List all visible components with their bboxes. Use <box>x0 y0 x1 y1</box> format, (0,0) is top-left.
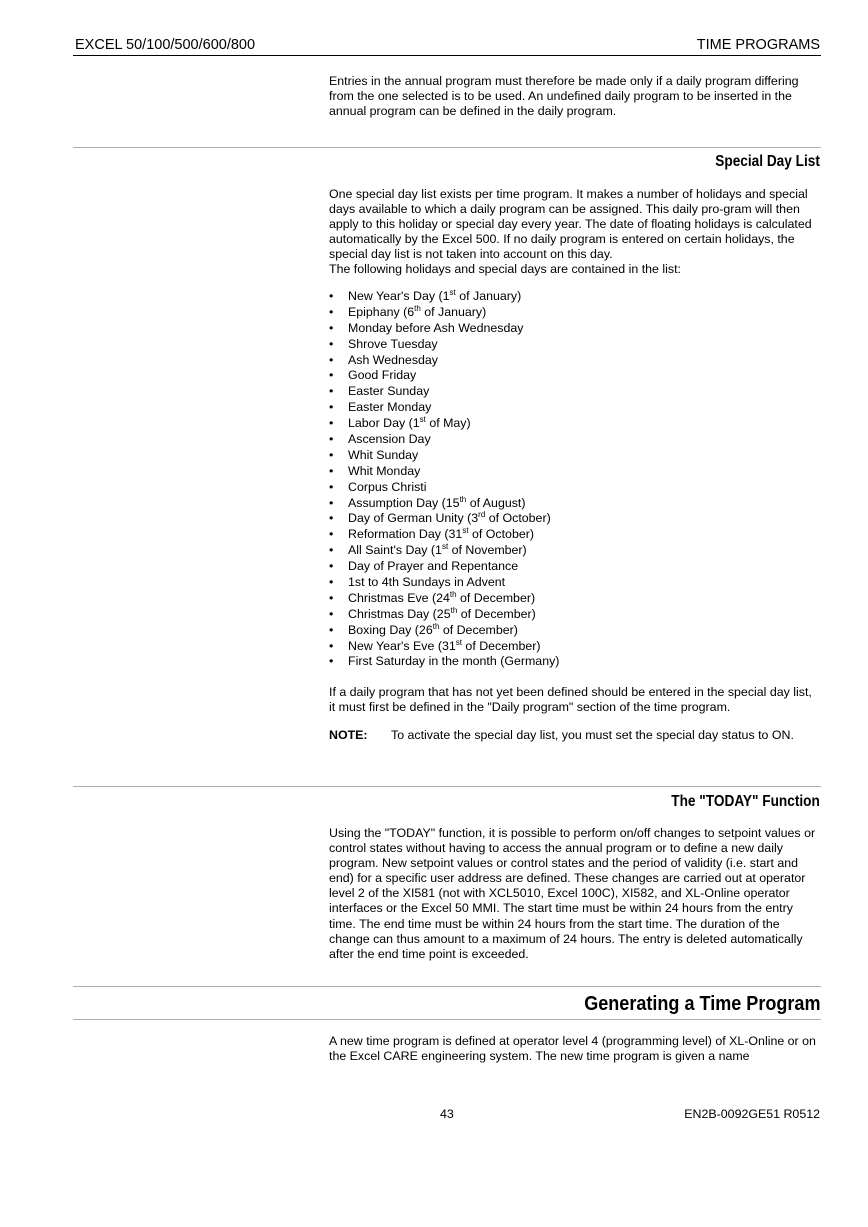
holiday-list-item <box>329 353 821 369</box>
holiday-list-item <box>329 575 821 591</box>
holiday-name: Christmas Day (25 <box>348 606 451 621</box>
holiday-list-item <box>329 591 821 607</box>
bullet-icon: • <box>329 447 334 462</box>
bullet-icon: • <box>329 559 334 574</box>
section-divider <box>73 986 821 987</box>
intro-paragraph <box>329 74 821 119</box>
bullet-icon: • <box>329 590 334 605</box>
holiday-name: Whit Monday <box>348 463 421 478</box>
holiday-list-item <box>329 321 821 337</box>
bullet-icon: • <box>329 511 334 526</box>
holiday-list <box>329 289 821 670</box>
holiday-name: Whit Sunday <box>348 447 419 462</box>
holiday-date-suffix: of December) <box>439 622 518 637</box>
bullet-icon: • <box>329 495 334 510</box>
holiday-list-container <box>329 289 821 670</box>
bullet-icon: • <box>329 432 334 447</box>
bullet-icon: • <box>329 336 334 351</box>
bullet-icon: • <box>329 416 334 431</box>
today-body <box>329 826 821 962</box>
ordinal-suffix: st <box>449 287 456 297</box>
holiday-name: Assumption Day (15 <box>348 495 460 510</box>
intro-text: Entries in the annual program must therefore be made only if a daily program differing from the one selected is to be used. An undefined daily program to be inserted in the annual program can be defined in the daily program. <box>329 74 799 119</box>
bullet-icon: • <box>329 352 334 367</box>
holiday-list-item <box>329 416 821 432</box>
special-day-para3: If a daily program that has not yet been defined should be entered in the special day list, it must first be defined in the "Daily program" section of the time program. <box>329 685 812 715</box>
holiday-date-suffix: of August) <box>466 495 526 510</box>
holiday-date-suffix: of December) <box>461 638 541 653</box>
bullet-icon: • <box>329 575 334 590</box>
holiday-name: Christmas Eve (24 <box>348 590 450 605</box>
ordinal-suffix: st <box>462 526 469 536</box>
holiday-list-item <box>329 543 821 559</box>
bullet-icon: • <box>329 304 334 319</box>
ordinal-suffix: th <box>459 494 467 504</box>
header-right-title: TIME PROGRAMS <box>696 37 820 53</box>
holiday-date-suffix: of January) <box>455 289 522 303</box>
today-para: Using the "TODAY" function, it is possible to perform on/off changes to setpoint values or control states without having to access the annual program or to define a new daily program. New setpoint values or control states and the period of validity (i.e. start and end) for a specific user address are defined. These changes are carried out at operator level 2 of the XI581 (not with XCL5010, Excel 100C), XI582, and XL-Online operator interfaces or the Excel 50 MMI. The start time must be within 24 hours from the entry time. The end time must be within 24 hours from the start time. The duration of the change can thus amount to a maximum of 24 hours. The entry is deleted automatically after the end time point is exceeded. <box>329 826 816 961</box>
holiday-name: Ascension Day <box>348 432 431 447</box>
bullet-icon: • <box>329 368 334 383</box>
holiday-name: First Saturday in the month (Germany) <box>348 654 560 669</box>
ordinal-suffix: th <box>449 589 457 599</box>
note-label: NOTE: <box>329 728 368 742</box>
holiday-list-item <box>329 480 821 496</box>
holiday-date-suffix: of January) <box>420 304 487 319</box>
bullet-icon: • <box>329 654 334 669</box>
generating-body <box>329 1034 821 1064</box>
holiday-list-item <box>329 305 821 321</box>
header-left-title: EXCEL 50/100/500/600/800 <box>75 37 256 53</box>
holiday-list-item <box>329 384 821 400</box>
holiday-list-item <box>329 654 821 670</box>
holiday-name: Ash Wednesday <box>348 352 439 367</box>
ordinal-suffix: rd <box>478 510 486 520</box>
holiday-name: New Year's Eve (31 <box>348 638 456 653</box>
holiday-name: New Year's Day (1 <box>348 289 450 303</box>
holiday-list-item <box>329 432 821 448</box>
holiday-list-item <box>329 527 821 543</box>
holiday-name: Labor Day (1 <box>348 416 420 431</box>
section-divider <box>73 786 821 787</box>
holiday-list-item <box>329 607 821 623</box>
holiday-list-item <box>329 400 821 416</box>
section-divider <box>73 1019 821 1020</box>
bullet-icon: • <box>329 543 334 558</box>
bullet-icon: • <box>329 606 334 621</box>
bullet-icon: • <box>329 289 334 303</box>
ordinal-suffix: th <box>432 621 440 631</box>
bullet-icon: • <box>329 384 334 399</box>
bullet-icon: • <box>329 622 334 637</box>
generating-para: A new time program is defined at operator level 4 (programming level) of XL-Online or on the Excel CARE engineering system. The new time program is given a name <box>329 1034 816 1064</box>
holiday-name: Epiphany (6 <box>348 304 415 319</box>
holiday-date-suffix: of December) <box>457 606 536 621</box>
holiday-date-suffix: of November) <box>448 543 527 558</box>
document-code: EN2B-0092GE51 R0512 <box>684 1107 820 1121</box>
special-day-para2: The following holidays and special days are contained in the list: <box>329 262 681 277</box>
ordinal-suffix: st <box>455 637 462 647</box>
holiday-name: Corpus Christi <box>348 479 427 494</box>
holiday-list-item <box>329 337 821 353</box>
bullet-icon: • <box>329 527 334 542</box>
bullet-icon: • <box>329 463 334 478</box>
holiday-list-item <box>329 289 821 305</box>
ordinal-suffix: st <box>441 542 449 552</box>
holiday-date-suffix: of December) <box>456 590 536 605</box>
page-number: 43 <box>440 1107 454 1121</box>
holiday-list-item <box>329 496 821 512</box>
bullet-icon: • <box>329 320 334 335</box>
ordinal-suffix: st <box>419 415 426 424</box>
holiday-list-item <box>329 639 821 655</box>
holiday-list-item <box>329 623 821 639</box>
ordinal-suffix: th <box>414 303 421 313</box>
holiday-list-item <box>329 464 821 480</box>
special-day-para1: One special day list exists per time program. It makes a number of holidays and special days available to which a daily program can be assigned. This daily pro-gram will then apply to this holiday or special day every year. The date of floating holidays is calculated automatically by the Excel 500. If no daily program is entered on certain holidays, the special day list is not taken into account on this day. <box>329 187 812 262</box>
holiday-name: 1st to 4th Sundays in Advent <box>348 575 506 590</box>
holiday-name: All Saint's Day (1 <box>348 543 442 558</box>
holiday-name: Day of Prayer and Repentance <box>348 559 519 574</box>
holiday-list-item <box>329 511 821 527</box>
holiday-list-item <box>329 448 821 464</box>
special-day-body <box>329 187 821 278</box>
generating-heading: Generating a Time Program <box>583 992 820 1015</box>
today-heading: The "TODAY" Function <box>671 793 820 810</box>
note-block <box>329 728 821 743</box>
holiday-list-item <box>329 368 821 384</box>
holiday-date-suffix: of October) <box>485 511 551 526</box>
note-text: To activate the special day list, you must set the special day status to ON. <box>391 728 794 742</box>
holiday-name: Monday before Ash Wednesday <box>348 320 524 335</box>
holiday-date-suffix: of May) <box>425 416 471 431</box>
holiday-date-suffix: of October) <box>468 527 534 542</box>
special-day-para3-block <box>329 685 821 715</box>
special-day-heading: Special Day List <box>715 153 820 170</box>
bullet-icon: • <box>329 400 334 415</box>
holiday-name: Boxing Day (26 <box>348 622 433 637</box>
bullet-icon: • <box>329 479 334 494</box>
section-divider <box>73 147 821 148</box>
holiday-name: Easter Monday <box>348 400 432 415</box>
holiday-name: Reformation Day (31 <box>348 527 463 542</box>
holiday-list-item <box>329 559 821 575</box>
holiday-name: Easter Sunday <box>348 384 430 399</box>
ordinal-suffix: th <box>450 605 458 615</box>
bullet-icon: • <box>329 638 334 653</box>
holiday-name: Good Friday <box>348 368 417 383</box>
header-rule <box>73 55 821 56</box>
holiday-name: Day of German Unity (3 <box>348 511 479 526</box>
holiday-name: Shrove Tuesday <box>348 336 438 351</box>
